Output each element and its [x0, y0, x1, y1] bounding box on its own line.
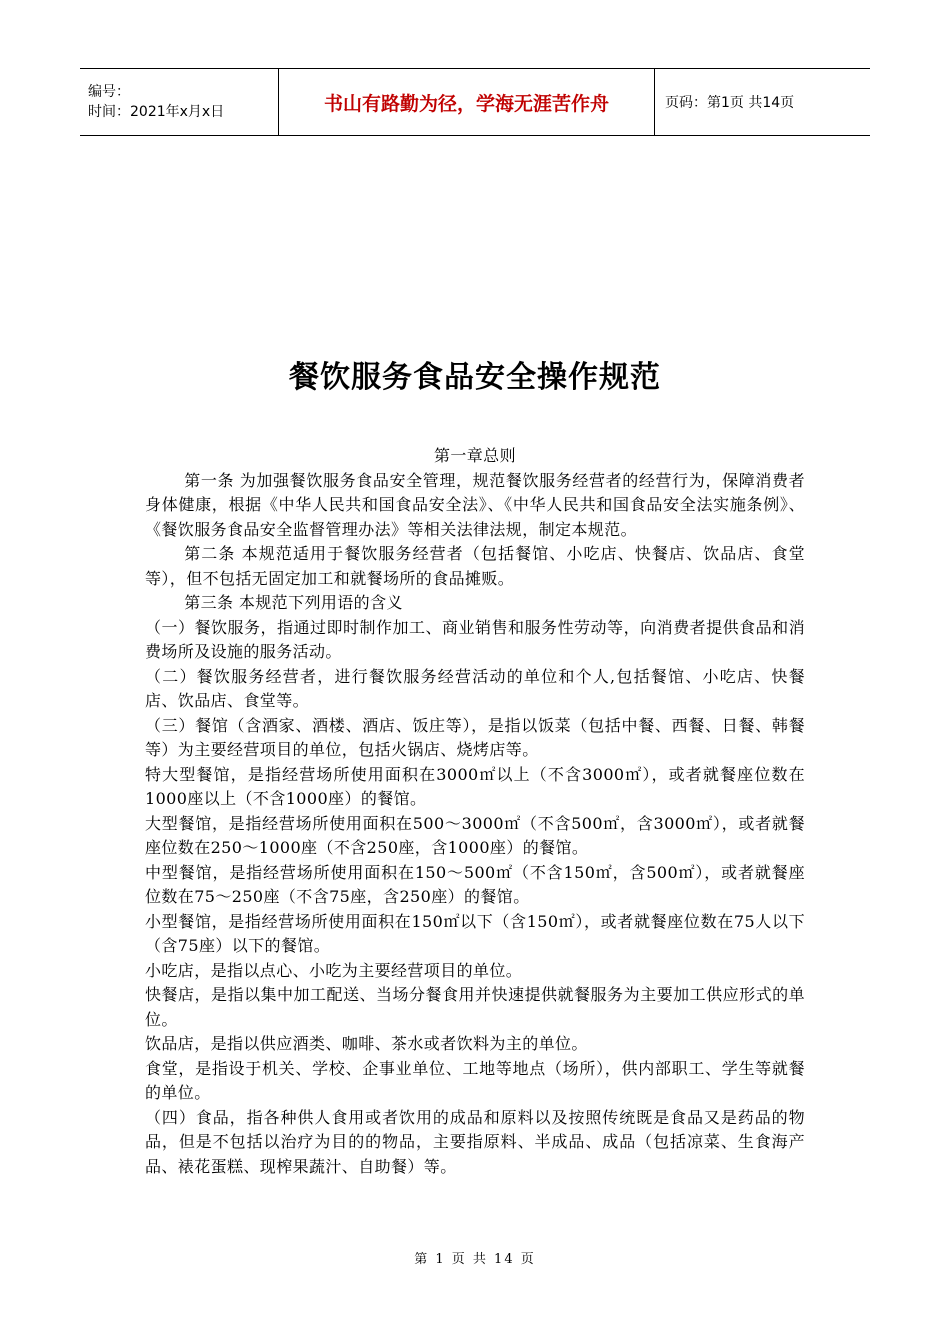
body-paragraph: 饮品店，是指以供应酒类、咖啡、茶水或者饮料为主的单位。 — [145, 1034, 588, 1053]
body-paragraph: 小型餐馆，是指经营场所使用面积在150㎡以下（含150㎡），或者就餐座位数在75人以下（含75座）以下的餐馆。 — [145, 911, 805, 955]
body-paragraph: 第三条 本规范下列用语的含义 — [184, 593, 403, 612]
body-paragraph: 小吃店，是指以点心、小吃为主要经营项目的单位。 — [145, 960, 523, 980]
document-number-label: 编号： — [88, 84, 130, 100]
document-time-label: 时间：2021年x月x日 — [88, 104, 225, 120]
header-meta-cell — [80, 69, 279, 135]
body-paragraph: 第二条 本规范适用于餐饮服务经营者（包括餐馆、小吃店、快餐店、饮品店、食堂等），但不包括无固定加工和就餐场所的食品摊贩。 — [145, 544, 805, 588]
document-header — [80, 68, 870, 136]
body-paragraph: （一）餐饮服务，指通过即时制作加工、商业销售和服务性劳动等，向消费者提供食品和消费场所及设施的服务活动。 — [145, 617, 805, 661]
body-paragraph: 食堂，是指设于机关、学校、企事业单位、工地等地点（场所），供内部职工、学生等就餐的单位。 — [145, 1058, 805, 1102]
header-page-info: 页码：第1页 共14页 — [665, 95, 795, 111]
header-motto: 书山有路勤为径，学海无涯苦作舟 — [323, 92, 609, 115]
body-paragraph: 特大型餐馆，是指经营场所使用面积在3000㎡以上（不含3000㎡），或者就餐座位数在1000座以上（不含1000座）的餐馆。 — [145, 764, 805, 808]
document-title: 餐饮服务食品安全操作规范 — [289, 360, 661, 395]
header-motto-cell — [279, 69, 655, 135]
document-body — [145, 444, 805, 1179]
chapter-heading: 第一章总则 — [433, 446, 516, 465]
page-footer: 第 1 页 共 14 页 — [414, 1252, 536, 1267]
body-paragraph: 快餐店，是指以集中加工配送、当场分餐食用并快速提供就餐服务为主要加工供应形式的单位。 — [145, 985, 805, 1029]
body-paragraph: 大型餐馆，是指经营场所使用面积在500～3000㎡（不含500㎡，含3000㎡），或者就餐座位数在250～1000座（不含250座，含1000座）的餐馆。 — [145, 813, 805, 857]
paragraph-list — [145, 469, 805, 1180]
header-page-cell — [655, 69, 870, 135]
body-paragraph: （二）餐饮服务经营者，进行餐饮服务经营活动的单位和个人,包括餐馆、小吃店、快餐店、饮品店、食堂等。 — [145, 666, 805, 710]
body-paragraph: （三）餐馆（含酒家、酒楼、酒店、饭庄等），是指以饭菜（包括中餐、西餐、日餐、韩餐等）为主要经营项目的单位，包括火锅店、烧烤店等。 — [145, 715, 805, 759]
body-paragraph: 第一条 为加强餐饮服务食品安全管理，规范餐饮服务经营者的经营行为，保障消费者身体健康，根据《中华人民共和国食品安全法》、《中华人民共和国食品安全法实施条例》、《餐饮服务食品安全监督管理办法》等相关法律法规，制定本规范。 — [145, 470, 805, 539]
body-paragraph: 中型餐馆，是指经营场所使用面积在150～500㎡（不含150㎡，含500㎡），或者就餐座位数在75～250座（不含75座，含250座）的餐馆。 — [145, 862, 805, 906]
body-paragraph: （四）食品，指各种供人食用或者饮用的成品和原料以及按照传统既是食品又是药品的物品，但是不包括以治疗为目的的物品，主要指原料、半成品、成品（包括凉菜、生食海产品、裱花蛋糕、现榨果蔬汁、自助餐）等。 — [145, 1107, 805, 1176]
